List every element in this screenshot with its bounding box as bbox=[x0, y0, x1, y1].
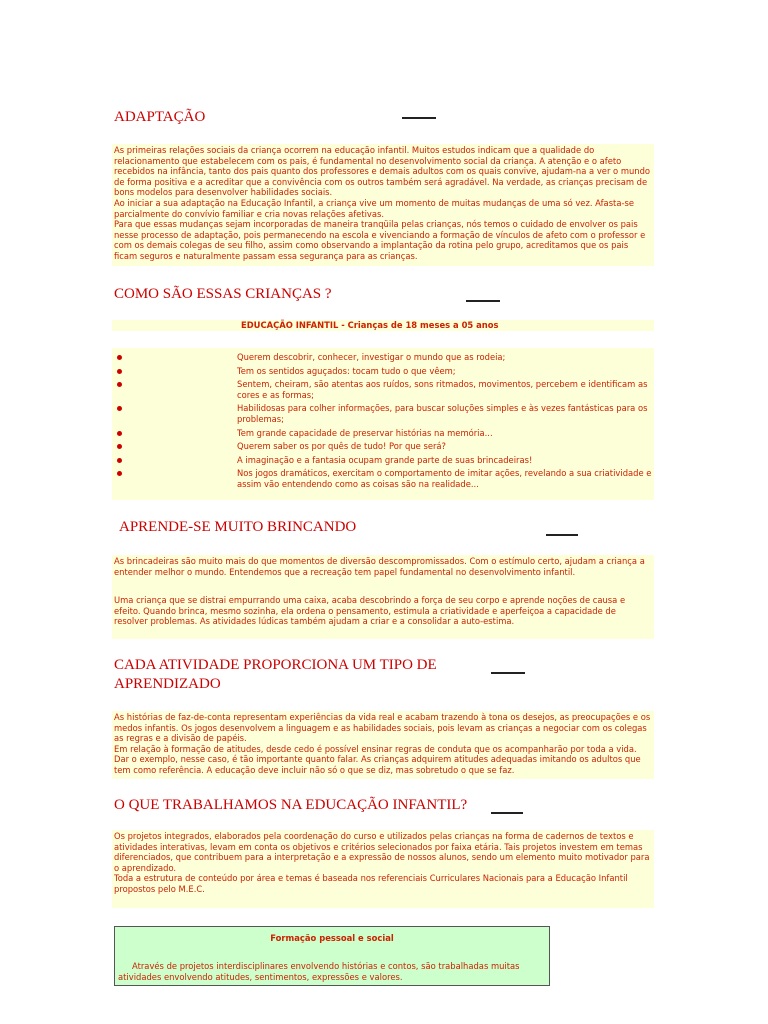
heading-criancas: COMO SÃO ESSAS CRIANÇAS ? bbox=[114, 286, 332, 302]
dash-mark bbox=[546, 534, 578, 536]
list-item: A imaginação e a fantasia ocupam grande parte de suas brincadeiras! bbox=[114, 455, 652, 466]
list-item: Querem saber os por quês de tudo! Por que será? bbox=[114, 441, 652, 452]
age-range-bar bbox=[112, 320, 654, 331]
list-item: Nos jogos dramáticos, exercitam o comportamento de imitar ações, revelando a sua criatividade e assim vão entendendo como as coisas são na realidade... bbox=[114, 468, 652, 489]
paragraph: Em relação à formação de atitudes, desde cedo é possível ensinar regras de conduta que os acompanharão por toda a vida. Dar o exemplo, nesse caso, é tão importante quanto falar. As crianças adquirem atitudes adequadas imitando os adultos que tem como referência. A educação deve incluir não só o que se diz, mas sobretudo o que se faz. bbox=[114, 743, 641, 775]
paragraph: As primeiras relações sociais da criança ocorrem na educação infantil. Muitos estudos indicam que a qualidade do relacionamento que estabelecem com os pais, é fundamental no desenvolvimento social da criança. A atenção e o afeto recebidos na infância, tanto dos pais quanto dos professores e demais adultos com os quais convive, ajudam-na a ver o mundo de forma positiva e a acreditar que a convivência com os outros também será agradável. Na verdade, as crianças precisam de bons modelos para desenvolver habilidades sociais. bbox=[114, 145, 651, 198]
paragraph: Uma criança que se distrai empurrando uma caixa, acaba descobrindo a força de seu corpo e aprende noções de causa e efeito. Quando brinca, mesmo sozinha, ela ordena o pensamento, estimula a criatividade e aperfeiçoa a capacidade de resolver problemas. As atividades lúdicas também ajudam a criar e a consolidar a auto-estima. bbox=[114, 595, 626, 627]
trabalhamos-box bbox=[112, 830, 654, 908]
heading-brincando: APRENDE-SE MUITO BRINCANDO bbox=[119, 519, 357, 535]
list-item: Tem grande capacidade de preservar histórias na memória... bbox=[114, 428, 652, 439]
criancas-box bbox=[112, 348, 654, 500]
list-item: Habilidosas para colher informações, para buscar soluções simples e às vezes fantásticas para os problemas; bbox=[114, 403, 652, 424]
paragraph: As brincadeiras são muito mais do que momentos de diversão descompromissados. Com o estímulo certo, ajudam a criança a entender melhor o mundo. Entendemos que a recreação tem papel fundamental no desenvolvimento infantil. bbox=[114, 556, 645, 577]
dash-mark bbox=[491, 672, 525, 674]
characteristics-list bbox=[114, 352, 652, 490]
age-range-label: EDUCAÇÃO INFANTIL - Crianças de 18 meses a 05 anos bbox=[241, 320, 499, 330]
paragraph: As histórias de faz-de-conta representam experiências da vida real e acabam trazendo à tona os desejos, as preocupações e os medos infantis. Os jogos desenvolvem a linguagem e as habilidades sociais, pois levam as crianças a negociar com os colegas as regras e a divisão de papéis. bbox=[114, 712, 651, 744]
brincando-box bbox=[112, 555, 654, 639]
heading-adaptacao: ADAPTAÇÃO bbox=[114, 109, 206, 125]
dash-mark bbox=[466, 300, 500, 302]
list-item: Querem descobrir, conhecer, investigar o mundo que as rodeia; bbox=[114, 352, 652, 363]
list-item: Tem os sentidos aguçados: tocam tudo o que vêem; bbox=[114, 366, 652, 377]
list-item: Sentem, cheiram, são atentas aos ruídos, sons ritmados, movimentos, percebem e identificam as cores e as formas; bbox=[114, 379, 652, 400]
heading-trabalhamos: O QUE TRABALHAMOS NA EDUCAÇÃO INFANTIL? bbox=[114, 797, 468, 813]
dash-mark bbox=[402, 117, 436, 119]
heading-line: CADA ATIVIDADE PROPORCIONA UM TIPO DE bbox=[114, 657, 437, 673]
formacao-text: Através de projetos interdisciplinares envolvendo histórias e contos, são trabalhadas muitas atividades envolvendo atitudes, sentimentos, expressões e valores. bbox=[118, 961, 520, 982]
paragraph: Para que essas mudanças sejam incorporadas de maneira tranqüila pelas crianças, nós temos o cuidado de envolver os pais nesse processo de adaptação, pois permanecendo na escola e vivenciando a formação de vínculos de afeto com o professor e com os demais colegas de seu filho, assim como observando a implantação da rotina pelo grupo, acreditamos que os pais ficam seguros e naturalmente passam essa segurança para as crianças. bbox=[114, 219, 646, 261]
formacao-box bbox=[114, 926, 550, 986]
paragraph: Os projetos integrados, elaborados pela coordenação do curso e utilizados pelas crianças na forma de cadernos de textos e atividades interativas, levam em conta os objetivos e critérios selecionados por faixa etária. Tais projetos investem em temas diferenciados, que contribuem para a interpretação e a expressão de nossos alunos, sendo um elemento muito motivador para o aprendizado. bbox=[114, 831, 650, 873]
heading-line: APRENDIZADO bbox=[114, 676, 221, 692]
paragraph: Toda a estrutura de conteúdo por área e temas é baseada nos referenciais Curriculares Nacionais para a Educação Infantil propostos pelo M.E.C. bbox=[114, 873, 628, 894]
atividade-box bbox=[112, 711, 654, 779]
adaptacao-box bbox=[112, 144, 654, 266]
paragraph: Ao iniciar a sua adaptação na Educação Infantil, a criança vive um momento de muitas mudanças de uma só vez. Afasta-se parcialmente do convívio familiar e cria novas relações afetivas. bbox=[114, 197, 635, 219]
formacao-title: Formação pessoal e social bbox=[270, 933, 394, 943]
heading-atividade bbox=[114, 656, 437, 694]
dash-mark bbox=[491, 812, 523, 814]
